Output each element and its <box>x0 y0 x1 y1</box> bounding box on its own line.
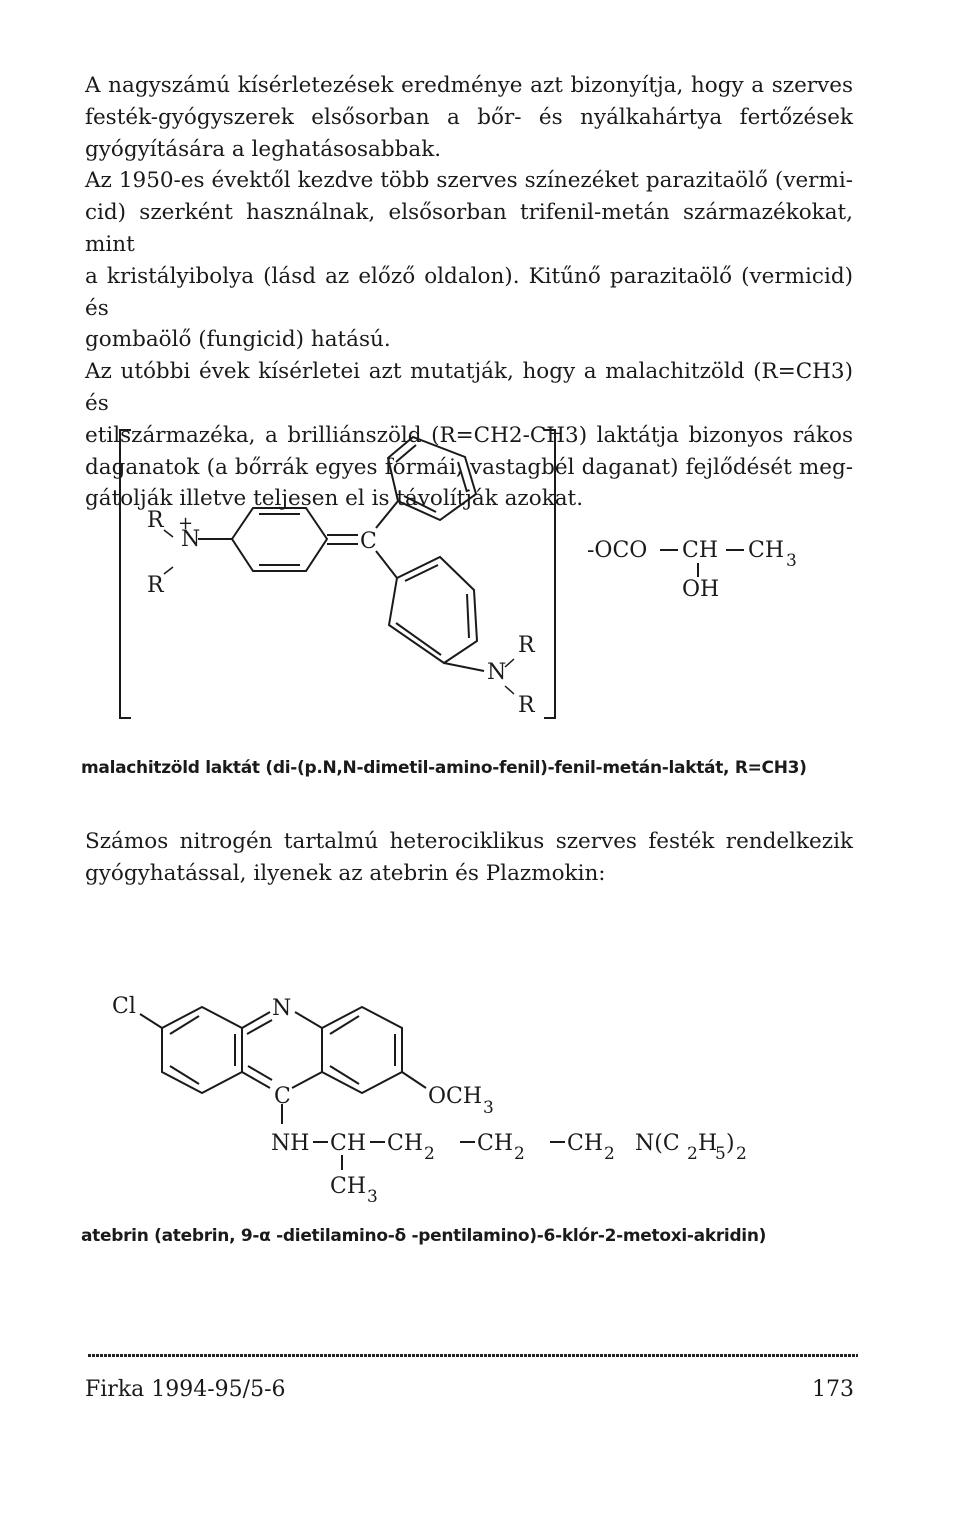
malachite-structure <box>0 0 960 760</box>
malachite-caption: malachitzöld laktát (di-(p.N,N-dimetil-amino-fenil)-fenil-metán-laktát, R=CH3) <box>81 758 807 778</box>
bond <box>170 1066 199 1084</box>
group-nh: NH <box>271 1131 310 1156</box>
group-n-ethyl: N(C <box>635 1131 680 1156</box>
subscript-2: 2 <box>687 1144 698 1164</box>
group-och3: OCH <box>428 1084 483 1109</box>
group-ch2: CH <box>387 1131 424 1156</box>
text-line: Az utóbbi évek kísérletei azt mutatják, hogy a malachitzöld (R=CH3) és <box>85 359 853 416</box>
bond <box>140 1014 162 1028</box>
atom-r: R <box>518 693 535 718</box>
bond <box>170 1016 199 1034</box>
bond <box>330 1066 359 1084</box>
subscript-5: 5 <box>715 1144 726 1164</box>
benzo-ring <box>162 1007 242 1093</box>
subscript-3: 3 <box>367 1187 378 1207</box>
text-line: cid) szerként használnak, elsősorban trifenil-metán származékokat, mint <box>85 200 853 257</box>
close-paren: ) <box>726 1131 735 1156</box>
subscript-3: 3 <box>786 551 797 571</box>
bond <box>242 1072 270 1088</box>
subscript-2: 2 <box>736 1144 747 1164</box>
bond <box>404 496 436 512</box>
atom-r: R <box>518 633 535 658</box>
bond <box>330 1016 359 1034</box>
anion-oh: OH <box>682 577 720 602</box>
footer-rule <box>88 1354 858 1357</box>
bond <box>376 551 397 578</box>
atebrin-caption: atebrin (atebrin, 9-α -dietilamino-δ -pentilamino)-6-klór-2-metoxi-akridin) <box>81 1226 767 1246</box>
text-line: a kristályibolya (lásd az előző oldalon). Kitűnő parazitaölő (vermicid) és <box>85 263 853 321</box>
subscript-3: 3 <box>483 1098 494 1118</box>
group-h: H <box>698 1131 718 1156</box>
quinoid-ring <box>232 508 327 571</box>
group-ch: CH <box>330 1131 367 1156</box>
text-line: Az 1950-es évektől kezdve több szerves színezéket parazitaölő (vermi- <box>85 168 853 194</box>
text-line: gombaölő (fungicid) hatású. <box>85 327 391 353</box>
subscript-2: 2 <box>424 1144 435 1164</box>
text-line: daganatok (a bőrrák egyes formái, vastagbél daganat) fejlődését meg- <box>85 454 853 480</box>
bond <box>295 1012 322 1028</box>
left-bracket <box>120 430 131 718</box>
text-line: etilszármazéka, a brilliánszöld (R=CH2-CH3) laktátja bizonyos rákos <box>85 422 853 448</box>
subscript-2: 2 <box>604 1144 615 1164</box>
atom-n: N <box>181 527 201 552</box>
group-ch2: CH <box>567 1131 604 1156</box>
atom-n: N <box>487 660 507 685</box>
subscript-2: 2 <box>514 1144 525 1164</box>
bond <box>467 594 469 638</box>
bond <box>444 663 484 671</box>
text-line: gátolják illetve teljesen el is távolítják azokat. <box>85 486 584 512</box>
aminophenyl-ring <box>389 557 477 663</box>
text-line: gyógyhatással, ilyenek az atebrin és Plazmokin: <box>85 860 606 886</box>
charge-plus: + <box>178 513 194 534</box>
atom-r: R <box>147 508 164 533</box>
group-ch2: CH <box>477 1131 514 1156</box>
bond <box>292 1072 322 1088</box>
atom-n: N <box>272 996 292 1021</box>
bond <box>458 462 467 492</box>
atom-c: C <box>274 1084 291 1109</box>
bond <box>396 623 441 655</box>
text-line: gyógyítására a leghatásosabbak. <box>85 136 442 162</box>
anion-ch: CH <box>682 538 719 563</box>
methoxy-ring <box>322 1007 402 1093</box>
bond <box>405 565 438 581</box>
second-paragraph <box>85 826 853 890</box>
text-line: A nagyszámú kísérletezések eredménye azt bizonyítja, hogy a szerves <box>85 73 853 98</box>
footer-journal: Firka 1994-95/5-6 <box>85 1377 286 1402</box>
group-ch3: CH <box>330 1174 367 1199</box>
bond <box>376 501 398 528</box>
atom-cl: Cl <box>112 994 136 1019</box>
atom-r: R <box>147 573 164 598</box>
text-line: Számos nitrogén tartalmú heterociklikus szerves festék rendelkezik <box>85 829 853 854</box>
text-line: festék-gyógyszerek elsősorban a bőr- és nyálkahártya fertőzések <box>85 104 853 130</box>
anion-ch3: CH <box>748 538 785 563</box>
bond <box>242 1012 270 1028</box>
anion-oco: -OCO <box>587 538 648 563</box>
atom-c: C <box>360 529 377 554</box>
atebrin-structure <box>0 960 960 1220</box>
right-bracket <box>544 430 555 718</box>
bond <box>402 1072 426 1088</box>
footer-page-number: 173 <box>812 1377 854 1402</box>
